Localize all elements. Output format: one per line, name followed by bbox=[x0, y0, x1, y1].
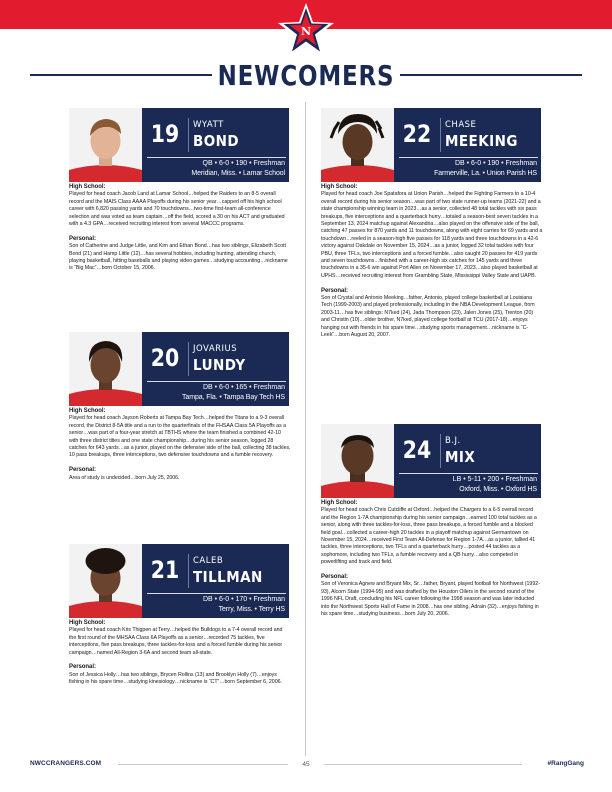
column-divider bbox=[305, 102, 306, 756]
info-rule bbox=[399, 473, 538, 474]
position-line: DB • 6-0 • 190 • Freshman bbox=[454, 160, 537, 167]
number-divider bbox=[188, 342, 189, 376]
hometown-line: Oxford, Miss. • Oxford HS bbox=[459, 486, 537, 493]
page-title: NEWCOMERS bbox=[217, 59, 395, 92]
number-divider bbox=[188, 118, 189, 152]
high-school-heading: High School: bbox=[69, 620, 106, 626]
jersey-number: 22 bbox=[402, 120, 432, 148]
number-divider bbox=[440, 118, 441, 152]
player-photo bbox=[321, 108, 394, 182]
website-link[interactable]: NWCCRANGERS.COM bbox=[30, 760, 102, 767]
player-card-tillman bbox=[69, 544, 289, 618]
last-name: MIX bbox=[445, 448, 476, 466]
info-rule bbox=[147, 157, 286, 158]
page-number: 45 bbox=[302, 761, 310, 768]
player-card-lundy bbox=[69, 332, 289, 406]
hashtag: #RangGang bbox=[547, 760, 584, 767]
personal-heading: Personal: bbox=[321, 287, 348, 294]
hometown-line: Farmerville, La. • Union Parish HS bbox=[434, 170, 537, 177]
jersey-number: 19 bbox=[150, 120, 180, 148]
number-divider bbox=[188, 554, 189, 588]
number-divider bbox=[440, 434, 441, 468]
player-photo bbox=[69, 332, 142, 406]
player-photo bbox=[69, 544, 142, 618]
personal-text: Son of Crystal and Antonio Meeking…father, Antonio, played college basketball at Louisiana Tech (1999-2003) and played professionally, including in the NBA Development League, from 2003-11…has five siblings: N7ked (24), Jada Thompson (23), Jalen Jones (25), Trenton (20) and Christin (10)…older brother, N7ked, played college football at TCU (2017-18)…enjoys hanging out with friends in his spare time…studying sports management…nickname is “C-Leek”…born August 20, 2007. bbox=[321, 295, 535, 339]
high-school-text: Played for head coach Chris Cutcliffe at Oxford…helped the Chargers to a 6-5 overall record and the Region 1-7A championship during his senior campaign…earned 100 total tackles as a senior, along with three tackles-for-loss, three pass breakups, a forced fumble and a blocked field goal…collected a career-high 20 tackles in a playoff matchup against Germantown on November 15, 2024…received First Team All-Defense for Region 1-7A…as a junior, tallied 41 tackles, three interceptions, two TFLs and a quarterback hurry…posted 44 tackles as a sophomore, including two TFLs, a fumble recovery and a QB hurry…also competed in powerlifting and track and field. bbox=[321, 507, 537, 566]
first-name: CALEB bbox=[193, 556, 224, 566]
position-line: DB • 6-0 • 170 • Freshman bbox=[202, 596, 285, 603]
first-name: CHASE bbox=[445, 120, 477, 130]
first-name: JOVARIUS bbox=[193, 344, 238, 354]
high-school-heading: High School: bbox=[69, 408, 106, 414]
high-school-text: Played for head coach Jayson Roberts at Tampa Bay Tech…helped the Titans to a 9-3 overall record, the District 8-5A title and a run to the quarterfinals of the FHSAA Class 5A Playoffs as a senior…was part of a four-year stretch at TBTHS where the team finished a combined 42-10 with three district titles and one state championship…during his senior season, logged 28 catches for 643 yards…as a junior, played on the defensive side of the ball, collecting 38 tackles, 10 pass breakups, three interceptions, two defensive touchdowns and a fumble recovery. bbox=[69, 415, 291, 459]
last-name: BOND bbox=[193, 132, 240, 150]
info-rule bbox=[147, 381, 286, 382]
player-bio-lundy bbox=[69, 408, 291, 489]
high-school-heading: High School: bbox=[321, 184, 358, 190]
player-photo bbox=[321, 424, 394, 498]
position-line: DB • 6-0 • 165 • Freshman bbox=[202, 384, 285, 391]
info-rule bbox=[399, 157, 538, 158]
jersey-number: 24 bbox=[402, 436, 432, 464]
last-name: MEEKING bbox=[445, 132, 518, 150]
personal-text: Son of Jessica Holly…has two siblings, Brycen Rollins (13) and Brooklyn Holly (7)…enjoys fishing in his spare time…studying kinesiology…nickname is “CT”…born September 6, 2006. bbox=[69, 671, 282, 686]
personal-heading: Personal: bbox=[69, 235, 96, 242]
position-line: QB • 6-0 • 190 • Freshman bbox=[202, 160, 285, 167]
last-name: LUNDY bbox=[193, 356, 246, 374]
player-card-mix bbox=[321, 424, 541, 498]
personal-heading: Personal: bbox=[69, 664, 96, 671]
player-bio-mix bbox=[321, 500, 543, 626]
high-school-heading: High School: bbox=[69, 184, 106, 190]
rangers-star-logo bbox=[277, 2, 335, 62]
personal-heading: Personal: bbox=[321, 574, 348, 581]
first-name: WYATT bbox=[193, 120, 224, 130]
high-school-text: Played for head coach Jacob Land at Lamar School…helped the Raiders to an 8-5 overall record and the MAIS Class AAAA Playoffs during his senior year…capped off his high school career with 6,820 passing yards and 70 touchdowns…two-time first-team all-conference selection and was voted as team captain…off the field, scored a 30 on his ACT and graduated with a 4.3 GPA…received recruiting interest from several MACCC programs. bbox=[69, 191, 285, 228]
footer-rule-left bbox=[118, 764, 288, 765]
jersey-number: 20 bbox=[150, 344, 180, 372]
player-bio-meeking bbox=[321, 184, 543, 347]
personal-text: Son of Catherine and Judge Little, and Kim and Ethan Bond…has two siblings, Elizabeth Scott Bond (21) and Hamp Little (12)…has several hobbies, including hunting, attending church, playing basketball, hitting baseballs and playing video games…studying accounting…nickname is “Big Mac”…born October 15, 2006. bbox=[69, 243, 288, 272]
player-card-meeking bbox=[321, 108, 541, 182]
player-photo bbox=[69, 108, 142, 182]
high-school-text: Played for head coach Kris Thigpen at Terry…helped the Bulldogs to a 7-4 overall record and the first round of the MHSAA Class 6A Playoffs as a senior…recorded 75 tackles, five interceptions, five pass breakups, three tackles-for-loss and a forced fumble during his senior campaign…named All-Region 3-6A and second team all-state. bbox=[69, 627, 283, 656]
high-school-heading: High School: bbox=[321, 500, 358, 506]
info-rule bbox=[147, 593, 286, 594]
jersey-number: 21 bbox=[150, 556, 180, 584]
hometown-line: Tampa, Fla. • Tampa Bay Tech HS bbox=[182, 394, 285, 401]
hometown-line: Meridian, Miss. • Lamar School bbox=[191, 170, 285, 177]
personal-text: Son of Veronica Agnew and Bryant Mix, Sr…father, Bryant, played football for Northwest (1992-93), Alcorn State (1994-95) and was drafted by the Houston Oilers in the second round of the 1996 NFL Draft, concluding his NFL career following the 1998 season and was later inducted into the Northwest Sports Hall of Fame in 2008…has one sibling, Adrain (32)…enjoys fishing in his spare time…studying business…born July 20, 2006. bbox=[321, 581, 540, 618]
player-bio-tillman bbox=[69, 620, 291, 694]
hometown-line: Terry, Miss. • Terry HS bbox=[218, 606, 285, 613]
logo-letter: N bbox=[300, 25, 312, 38]
first-name: B.J. bbox=[445, 436, 461, 446]
player-card-bond bbox=[69, 108, 289, 182]
last-name: TILLMAN bbox=[193, 568, 263, 586]
player-bio-bond bbox=[69, 184, 291, 280]
personal-text: Area of study is undecided…born July 25, 2006. bbox=[69, 474, 180, 481]
footer-rule-right bbox=[324, 764, 522, 765]
position-line: LB • 5-11 • 200 • Freshman bbox=[452, 476, 537, 483]
personal-heading: Personal: bbox=[69, 467, 96, 474]
high-school-text: Played for head coach Joe Spatafora at Union Parish…helped the Fighting Farmers to a 10-4 overall record during his senior season…was part of two state runner-up teams (2021-22) and a state championship winning team in 2023…as a senior, collected 48 total tackles with six pass breakups, five interceptions and a quarterback hurry…totaled a season-best seven tackles in a September 13, 2024 matchup against Alexandria…also played on the offensive side of the ball, catching 47 passes for 870 yards and 11 touchdowns, along with eight carries for 69 yards and a touchdown…reeled in a season-high five passes for 118 yards and three touchdowns in a 42-6 victory against Oakdale on November 15, 2024…as a junior, logged 32 total tackles with four PBU, three TFLs, two interceptions and a forced fumble…also caught 20 passes for 419 yards and seven touchdowns…finished with a career-high six catches for 145 yards and three touchdowns in a 35-6 win against Port Allen on November 17, 2023…also played basketball at UPHS…received recruiting interest from Grambling State, Mississippi Valley State and UAPB. bbox=[321, 191, 543, 279]
